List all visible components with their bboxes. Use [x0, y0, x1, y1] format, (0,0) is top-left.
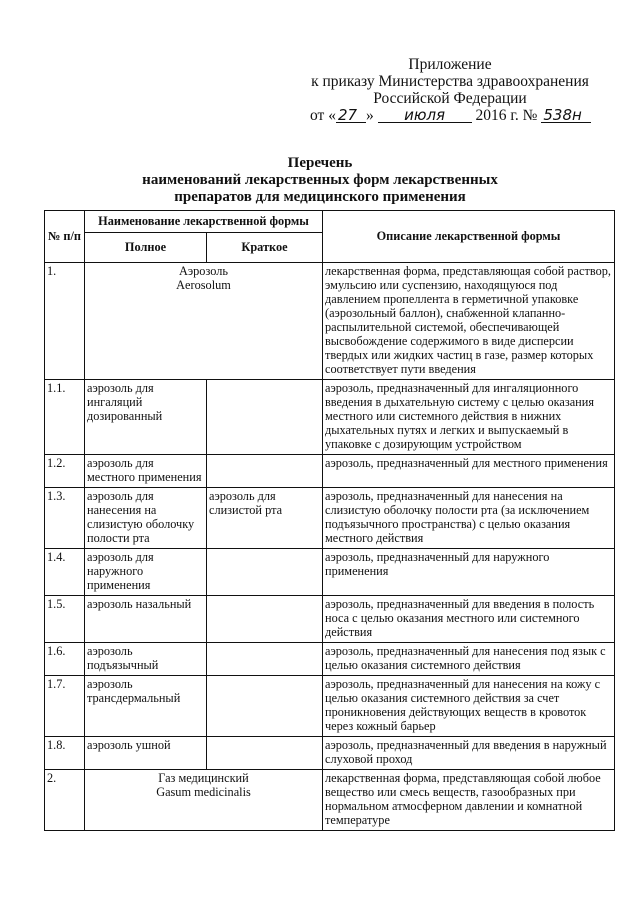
row-short-name — [207, 643, 323, 676]
row-full-name — [85, 263, 323, 380]
row-number: 1.6. — [45, 643, 85, 676]
row-full-name-ru: Газ медицинский — [158, 771, 249, 785]
row-number: 2. — [45, 770, 85, 831]
row-description: аэрозоль, предназначенный для нанесения на слизистую оболочку полости рта (за исключением подъязычного пространства) с целью оказания местного действия — [323, 488, 615, 549]
date-prefix: от « — [310, 107, 336, 124]
row-short-name: аэрозоль для слизистой рта — [207, 488, 323, 549]
date-year: 2016 г. № — [475, 107, 538, 124]
country-name: Российской Федерации — [373, 90, 527, 107]
header-num: № п/п — [45, 211, 85, 263]
order-number: 538н — [541, 108, 591, 123]
row-number: 1.5. — [45, 596, 85, 643]
title-line-2: наименований лекарственных форм лекарственных — [142, 172, 498, 188]
row-description: аэрозоль, предназначенный для нанесения на кожу с целью оказания системного действия за счет проникновения действующих веществ в кровоток через кожный барьер — [323, 676, 615, 737]
row-full-name-latin: Gasum medicinalis — [156, 785, 251, 799]
row-full-name-latin: Aerosolum — [176, 278, 231, 292]
document-header — [300, 56, 600, 124]
row-full-name: аэрозоль подъязычный — [85, 643, 207, 676]
row-number: 1.1. — [45, 380, 85, 455]
header-full: Полное — [85, 233, 207, 263]
row-full-name: аэрозоль ушной — [85, 737, 207, 770]
date-mid: » — [365, 107, 374, 124]
row-description: аэрозоль, предназначенный для введения в наружный слуховой проход — [323, 737, 615, 770]
row-full-name: аэрозоль для ингаляций дозированный — [85, 380, 207, 455]
row-number: 1. — [45, 263, 85, 380]
row-description: аэрозоль, предназначенный для нанесения под язык с целью оказания системного действия — [323, 643, 615, 676]
table-row — [45, 380, 615, 455]
row-description: лекарственная форма, представляющая собой любое вещество или смесь веществ, газообразных при нормальном атмосферном давлении и комнатной температуре — [323, 770, 615, 831]
table-row — [45, 549, 615, 596]
document-title — [0, 155, 640, 206]
row-short-name — [207, 596, 323, 643]
title-line-1: Перечень — [287, 155, 353, 171]
dosage-forms-table — [44, 210, 615, 831]
row-description: аэрозоль, предназначенный для ингаляционного введения в дыхательную систему с целью оказания местного или системного действия в нижних дыхательных путях и легких и выпускаемый в упаковке с дозирующим устройством — [323, 380, 615, 455]
appendix-label: Приложение — [408, 56, 492, 73]
row-full-name: аэрозоль для местного применения — [85, 455, 207, 488]
row-description: аэрозоль, предназначенный для наружного применения — [323, 549, 615, 596]
row-description: аэрозоль, предназначенный для введения в полость носа с целью оказания местного или системного действия — [323, 596, 615, 643]
table-row — [45, 596, 615, 643]
row-number: 1.8. — [45, 737, 85, 770]
row-description: лекарственная форма, представляющая собой раствор, эмульсию или суспензию, находящуюся под давлением пропеллента в герметичной упаковке (аэрозольный баллон), снабженной клапанно-распылительной системой, обеспечивающей высвобождение содержимого в виде дисперсии твердых или жидких частиц в газе, размер которых соответствует пути введения — [323, 263, 615, 380]
row-short-name — [207, 380, 323, 455]
row-description: аэрозоль, предназначенный для местного применения — [323, 455, 615, 488]
table-row — [45, 455, 615, 488]
date-day: 27 — [336, 108, 366, 123]
table-row — [45, 643, 615, 676]
title-line-3: препаратов для медицинского применения — [174, 189, 466, 205]
row-number: 1.7. — [45, 676, 85, 737]
order-reference: к приказу Министерства здравоохранения — [311, 73, 589, 90]
table-row — [45, 676, 615, 737]
header-name: Наименование лекарственной формы — [85, 211, 323, 233]
row-full-name: аэрозоль трансдермальный — [85, 676, 207, 737]
table-row — [45, 737, 615, 770]
row-short-name — [207, 737, 323, 770]
row-number: 1.3. — [45, 488, 85, 549]
row-short-name — [207, 455, 323, 488]
row-full-name: аэрозоль для наружного применения — [85, 549, 207, 596]
header-description: Описание лекарственной формы — [323, 211, 615, 263]
row-full-name: аэрозоль для нанесения на слизистую оболочку полости рта — [85, 488, 207, 549]
row-number: 1.4. — [45, 549, 85, 596]
row-short-name — [207, 676, 323, 737]
order-date-line — [310, 107, 600, 124]
row-full-name: аэрозоль назальный — [85, 596, 207, 643]
table-row — [45, 263, 615, 380]
table-row — [45, 770, 615, 831]
row-number: 1.2. — [45, 455, 85, 488]
table-row — [45, 488, 615, 549]
row-full-name-ru: Аэрозоль — [179, 264, 228, 278]
row-short-name — [207, 549, 323, 596]
row-full-name — [85, 770, 323, 831]
header-short: Краткое — [207, 233, 323, 263]
date-month: июля — [378, 108, 472, 123]
